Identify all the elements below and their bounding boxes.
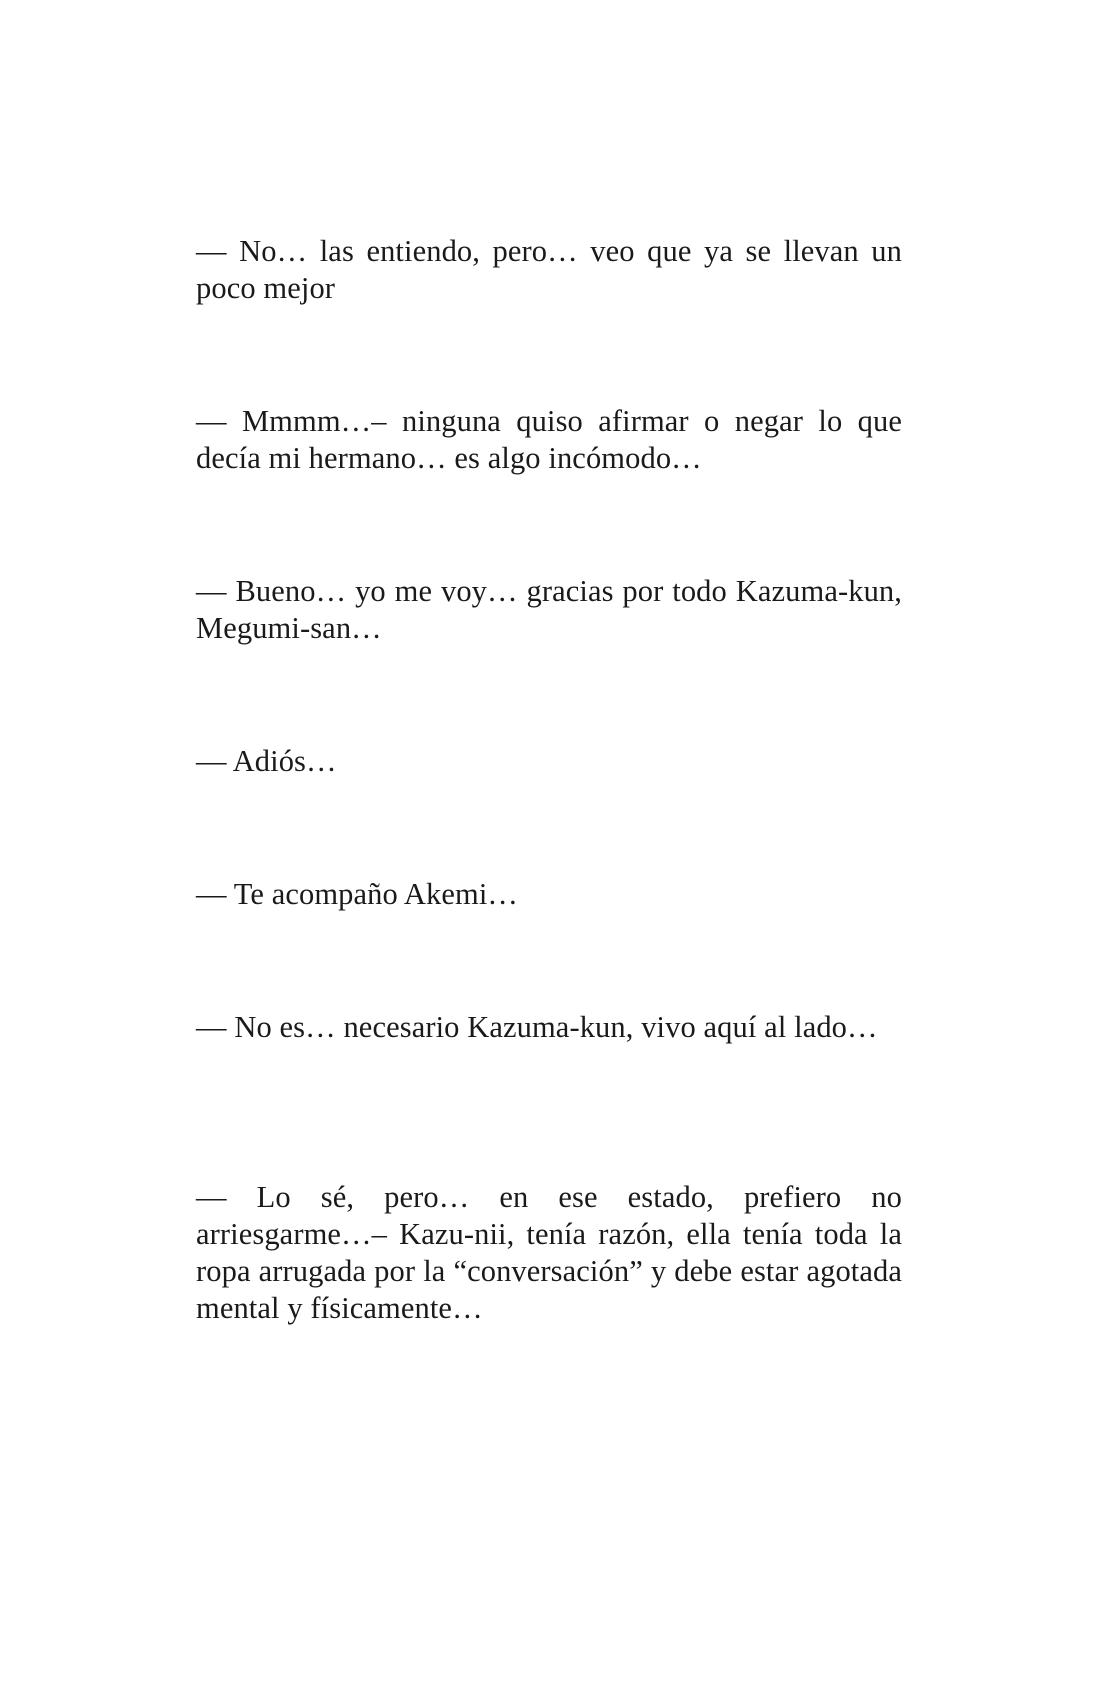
dialogue-paragraph-3: — Bueno… yo me voy… gracias por todo Kazuma-kun, Megumi-san… [196, 574, 902, 645]
dialogue-paragraph-1: — No… las entiendo, pero… veo que ya se llevan un poco mejor [196, 234, 902, 305]
dialogue-paragraph-2: — Mmmm…– ninguna quiso afirmar o negar lo que decía mi hermano… es algo incómodo… [196, 404, 902, 475]
dialogue-paragraph-6: — No es… necesario Kazuma-kun, vivo aquí al lado… [196, 1010, 878, 1044]
dialogue-paragraph-7: — Lo sé, pero… en ese estado, prefiero no arriesgarme…– Kazu-nii, tenía razón, ella tenía toda la ropa arrugada por la “conversación” y debe estar agotada mental y físicamente… [196, 1180, 902, 1325]
dialogue-paragraph-5: — Te acompaño Akemi… [196, 877, 519, 911]
dialogue-paragraph-4: — Adiós… [196, 744, 337, 778]
